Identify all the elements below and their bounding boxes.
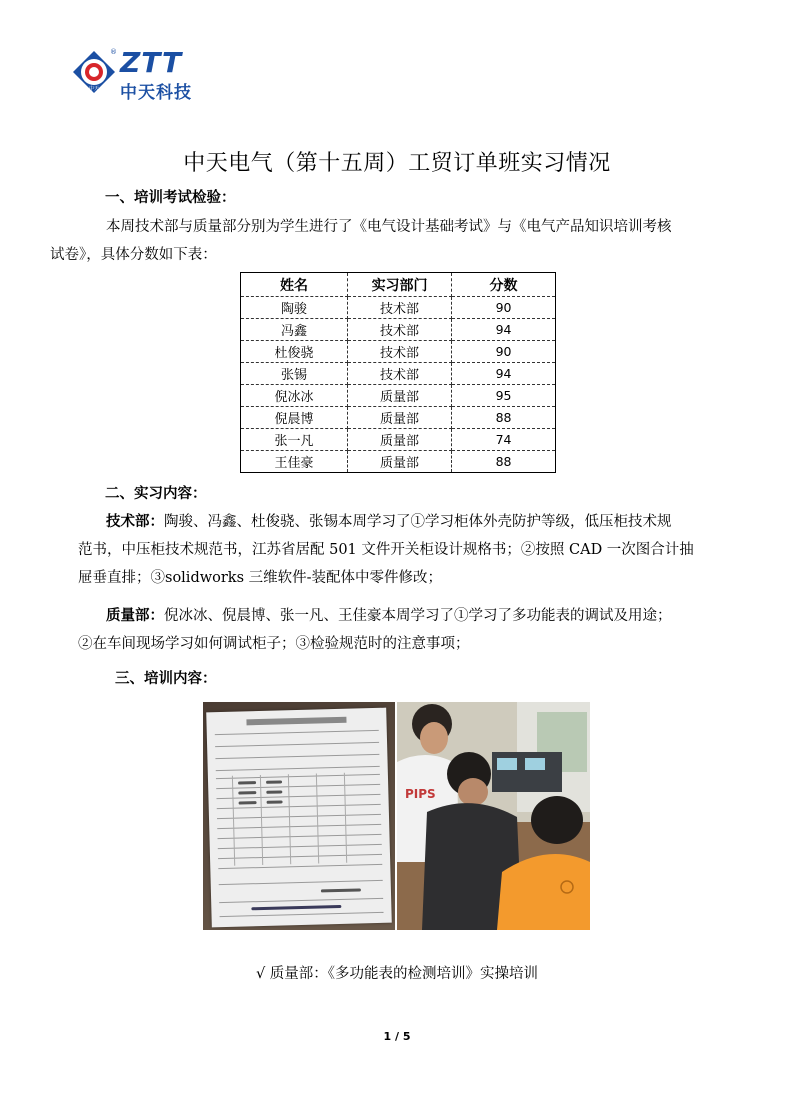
cell-name: 张锡	[241, 363, 348, 385]
column-header-name: 姓名	[241, 273, 348, 297]
table-row	[241, 451, 556, 473]
cell-score: 94	[452, 363, 556, 385]
logo-brand: ZTT	[120, 46, 183, 79]
cell-department: 质量部	[348, 451, 452, 473]
tech-paragraph	[78, 508, 724, 592]
cell-score: 88	[452, 407, 556, 429]
table-row	[241, 385, 556, 407]
section1-paragraph	[50, 213, 724, 269]
tech-line2: 范书，中压柜技术规范书，江苏省居配 501 文件开关柜设计规格书；②按照 CAD 一次图合计抽	[78, 542, 694, 558]
table-row	[241, 341, 556, 363]
registered-mark: ®	[110, 48, 117, 56]
table-row	[241, 297, 556, 319]
cell-score: 88	[452, 451, 556, 473]
column-header-department: 实习部门	[348, 273, 452, 297]
qa-line1: 倪冰冰、倪晨博、张一凡、王佳豪本周学习了①学习了多功能表的调试及用途；	[164, 608, 672, 624]
table-row	[241, 429, 556, 451]
cell-name: 杜俊骁	[241, 341, 348, 363]
cell-name: 陶骏	[241, 297, 348, 319]
cell-score: 94	[452, 319, 556, 341]
qa-line2: ②在车间现场学习如何调试柜子；③检验规范时的注意事项；	[78, 636, 470, 652]
section1-para-line2: 试卷》，具体分数如下表：	[50, 247, 217, 263]
table-row	[241, 363, 556, 385]
cell-department: 质量部	[348, 429, 452, 451]
cell-name: 张一凡	[241, 429, 348, 451]
cell-name: 冯鑫	[241, 319, 348, 341]
table-header-row	[241, 273, 556, 297]
photo-students-at-bench	[397, 702, 590, 930]
scores-table	[240, 272, 556, 473]
svg-text:PIPS: PIPS	[405, 787, 436, 801]
cell-department: 质量部	[348, 385, 452, 407]
photo-caption: √ 质量部：《多功能表的检测培训》实操培训	[255, 966, 539, 982]
table-row	[241, 319, 556, 341]
training-sheet-paper	[206, 708, 392, 928]
section3-heading: 三、培训内容：	[115, 671, 217, 687]
page-number: 1 / 5	[383, 1030, 411, 1043]
section1-para-line1: 本周技术部与质量部分别为学生进行了《电气设计基础考试》与《电气产品知识培训考核	[106, 219, 672, 235]
section1-heading: 一、培训考试检验：	[105, 190, 236, 206]
cell-department: 技术部	[348, 341, 452, 363]
qa-paragraph	[78, 602, 724, 658]
cell-name: 王佳豪	[241, 451, 348, 473]
qa-dept-label: 质量部：	[106, 608, 164, 624]
cell-name: 倪晨博	[241, 407, 348, 429]
tech-line3: 屉垂直排；③solidworks 三维软件-装配体中零件修改；	[78, 570, 443, 586]
table-row	[241, 407, 556, 429]
logo-brand-cn: 中天科技	[120, 83, 192, 103]
cell-department: 质量部	[348, 407, 452, 429]
cell-department: 技术部	[348, 297, 452, 319]
cell-department: 技术部	[348, 319, 452, 341]
cell-score: 90	[452, 297, 556, 319]
column-header-score: 分数	[452, 273, 556, 297]
cell-score: 90	[452, 341, 556, 363]
section2-heading: 二、实习内容：	[105, 486, 207, 502]
tech-dept-label: 技术部：	[106, 514, 164, 530]
cell-score: 95	[452, 385, 556, 407]
page-title: 中天电气（第十五周）工贸订单班实习情况	[183, 151, 611, 176]
ztt-logo-mark-icon	[72, 50, 116, 94]
logo-mark-text: 中天	[88, 86, 100, 92]
cell-name: 倪冰冰	[241, 385, 348, 407]
cell-score: 74	[452, 429, 556, 451]
tech-line1: 陶骏、冯鑫、杜俊骁、张锡本周学习了①学习柜体外壳防护等级，低压柜技术规	[164, 514, 672, 530]
cell-department: 技术部	[348, 363, 452, 385]
company-logo	[72, 46, 212, 103]
photo-training-sheet	[203, 702, 395, 930]
